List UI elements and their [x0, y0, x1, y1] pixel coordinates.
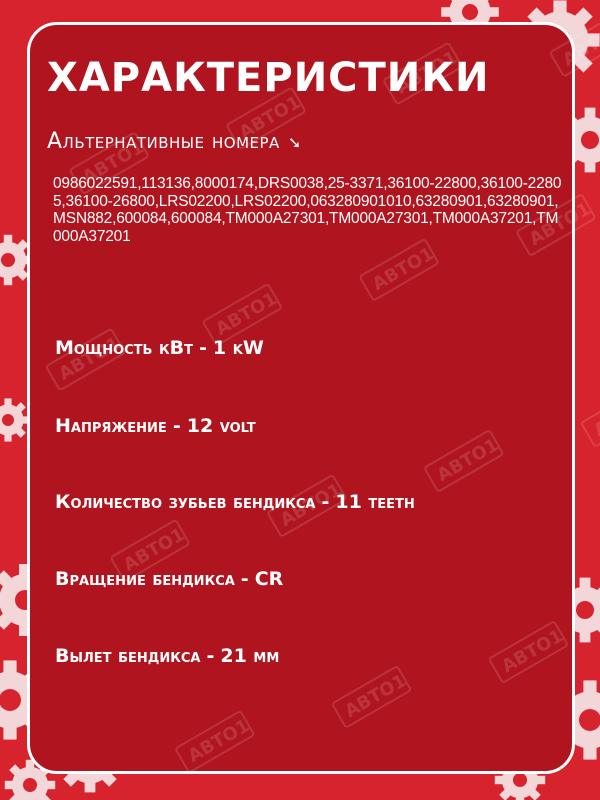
spec-voltage: Напряжение - 12 volt [55, 415, 256, 437]
spec-rotation: Вращение бендикса - CR [55, 568, 284, 590]
page-title: ХАРАКТЕРИСТИКИ [47, 55, 490, 101]
spec-teeth-value: 11 teeth [335, 491, 415, 513]
spec-voltage-label: Напряжение [55, 415, 167, 437]
spec-overhang: Вылет бендикса - 21 мм [55, 645, 280, 667]
alt-numbers-heading-label: Альтернативные номера [47, 129, 280, 154]
spec-power: Мощность кВт - 1 kW [55, 337, 264, 359]
spec-teeth: Количество зубьев бендикса - 11 teeth [55, 491, 415, 513]
arrow-down-right-icon: ➘ [287, 133, 302, 152]
spec-rotation-value: CR [254, 568, 284, 590]
alt-numbers-heading [47, 129, 302, 154]
spec-power-value: 1 kW [212, 337, 264, 359]
spec-power-label: Мощность кВт [55, 337, 194, 359]
spec-voltage-value: 12 volt [186, 415, 256, 437]
characteristics-card [0, 17, 575, 774]
spec-overhang-value: 21 мм [220, 645, 280, 667]
spec-teeth-label: Количество зубьев бендикса [55, 491, 316, 513]
spec-rotation-label: Вращение бендикса [55, 568, 235, 590]
spec-overhang-label: Вылет бендикса [55, 645, 201, 667]
avto1-logo-watermark-icon: АВТО1 [30, 25, 572, 771]
alt-numbers-list: 0986022591,113136,8000174,DRS0038,25-3371,36100-22800,36100-22805,36100-26800,LRS02200,LRS02200,063280901010,63280901,63280901,MSN882,600084,600084,TM000A27301,TM000A27301,TM000A37201,TM000A37201 [53, 175, 562, 245]
